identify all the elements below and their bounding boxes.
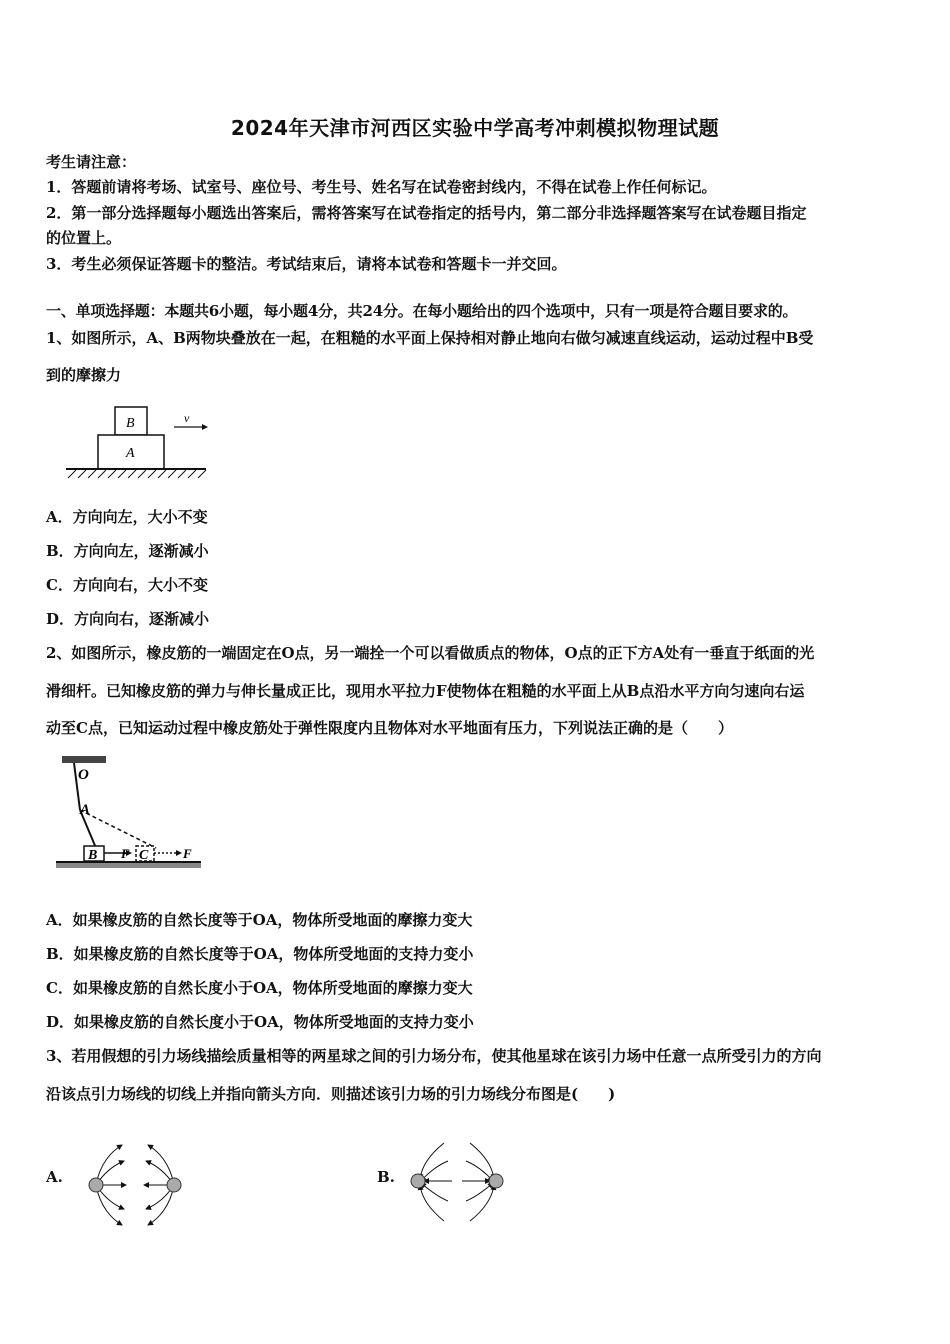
field-lines-inward	[420, 1143, 494, 1221]
label-v: v	[184, 411, 190, 425]
star-right	[167, 1178, 181, 1192]
notice-item-3: 3．考生必须保证答题卡的整洁。考试结束后，请将本试卷和答题卡一并交回。	[46, 255, 567, 273]
q3-option-a-label[interactable]: A.	[46, 1168, 63, 1186]
label-c-point: C	[139, 848, 149, 863]
q2-rubber-band-figure	[46, 752, 206, 876]
notice-item-2: 2．第一部分选择题每小题选出答案后，需将答案写在试卷指定的括号内，第二部分非选择题答案写在试卷题目指定	[46, 204, 807, 222]
q2-option-a[interactable]: A．如果橡皮筋的自然长度等于OA，物体所受地面的摩擦力变大	[46, 911, 473, 929]
q3-option-a-diagram[interactable]	[80, 1133, 190, 1233]
q1-block-figure	[62, 402, 212, 480]
q1-stem-cont: 到的摩擦力	[46, 366, 122, 384]
velocity-arrowhead	[202, 424, 208, 430]
force-arrowhead-c	[176, 850, 182, 856]
q1-stem: 1、如图所示，A、B两物块叠放在一起，在粗糙的水平面上保持相对静止地向右做匀减速直线运动，运动过程中B受	[46, 329, 814, 347]
q1-option-c[interactable]: C．方向向右，大小不变	[46, 576, 208, 594]
q2-stem-cont: 滑细杆。已知橡皮筋的弹力与伸长量成正比，现用水平拉力F使物体在粗糙的水平面上从B点沿水平方向匀速向右运	[46, 682, 805, 700]
rubber-band-dashed	[80, 810, 156, 848]
notice-item-1: 1．答题前请将考场、试室号、座位号、考生号、姓名写在试卷密封线内，不得在试卷上作任何标记。	[46, 178, 717, 196]
notice-item-2-cont: 的位置上。	[46, 229, 122, 247]
q2-stem-cont-2: 动至C点，已知运动过程中橡皮筋处于弹性限度内且物体对水平地面有压力，下列说法正确的是（ ）	[46, 719, 733, 737]
notice-heading: 考生请注意：	[46, 153, 137, 171]
q2-stem: 2、如图所示，橡皮筋的一端固定在O点，另一端拴一个可以看做质点的物体，O点的正下方A处有一垂直于纸面的光	[46, 644, 815, 662]
q1-option-b[interactable]: B．方向向左，逐渐减小	[46, 542, 209, 560]
q2-option-d[interactable]: D．如果橡皮筋的自然长度小于OA，物体所受地面的支持力变小	[46, 1013, 474, 1031]
label-a: A	[126, 446, 135, 461]
label-b-point: B	[88, 848, 98, 863]
label-f2: F	[183, 846, 192, 861]
star-left	[89, 1178, 103, 1192]
star-left	[411, 1174, 425, 1188]
page-title: 2024年天津市河西区实验中学高考冲刺模拟物理试题	[230, 116, 720, 140]
label-o: O	[78, 767, 89, 783]
label-a-point: A	[80, 802, 91, 818]
label-b: B	[126, 416, 135, 431]
q2-option-c[interactable]: C．如果橡皮筋的自然长度小于OA，物体所受地面的摩擦力变大	[46, 979, 473, 997]
label-f1: F	[121, 846, 130, 861]
q3-option-b-diagram[interactable]	[402, 1133, 512, 1233]
star-right	[489, 1174, 503, 1188]
q2-option-b[interactable]: B．如果橡皮筋的自然长度等于OA，物体所受地面的支持力变小	[46, 945, 474, 963]
q3-stem: 3、若用假想的引力场线描绘质量相等的两星球之间的引力场分布，使其他星球在该引力场中任意一点所受引力的方向	[46, 1047, 822, 1065]
q3-option-b-label[interactable]: B.	[377, 1168, 395, 1186]
ground-hatch	[68, 470, 206, 478]
q1-option-a[interactable]: A．方向向左，大小不变	[46, 508, 208, 526]
floor-hatch	[56, 863, 201, 868]
q3-stem-cont: 沿该点引力场线的切线上并指向箭头方向．则描述该引力场的引力场线分布图是( )	[46, 1085, 616, 1103]
section-heading: 一、单项选择题：本题共6小题，每小题4分，共24分。在每小题给出的四个选项中，只有一项是符合题目要求的。	[46, 302, 798, 320]
ceiling-mount	[62, 756, 106, 763]
q1-option-d[interactable]: D．方向向右，逐渐减小	[46, 610, 210, 628]
field-lines-outward	[96, 1145, 174, 1225]
